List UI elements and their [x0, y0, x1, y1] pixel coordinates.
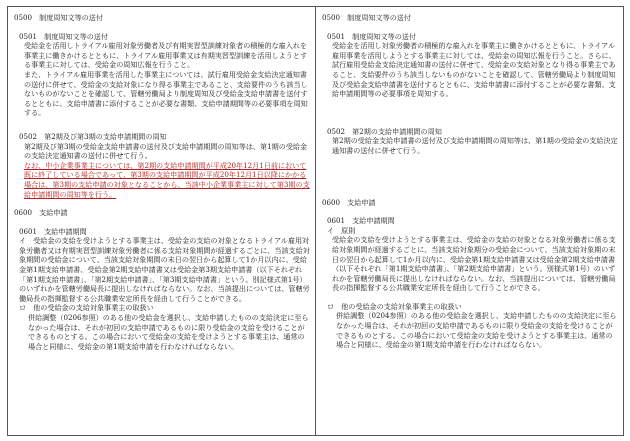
section-title-0502: 0502 第2期及び第3期の支給申請期間の周知: [19, 131, 167, 141]
section-header-0500: 0500 制度周知文等の送付: [322, 13, 411, 22]
paragraph-0502-1: 第2期及び第3期の受給金支給申請書の送付及び支給申請期間の周知等は、第1期の受給金の支給決定通知書の送付に併せて行う。: [24, 141, 308, 161]
document-page: [7, 6, 624, 436]
paragraph-0601-ro: 併給調整（0206参照）のある他の受給金を選択し、支給申請したものの支給決定に至らなかった場合は、それが初回の支給申請であるものに限り受給金の支給を受けることができるものとする。この場合において受給金の支給を受けようとする事業主は、通常の場合と同様に、受給金の第1期支給申請を行わなければならない。: [28, 313, 309, 351]
section-title-0501: 0501 制度周知文等の送付: [19, 31, 108, 41]
subheading-0601-ro: ロ 他の受給金の支給対象事業主の取扱い: [327, 301, 462, 311]
subheading-0601-i: イ 原則: [327, 225, 356, 235]
section-header-0500: 0500 制度周知文等の送付: [14, 13, 103, 22]
paragraph-0601-i: イ 受給金の支給を受けようとする事業主は、受給金の支給の対象となるトライアル雇用対象労働者又は有期実習型訓練対象労働者に係る支給対象期間が経過するごとに、当該支給対象期間の受給金について、当該支給対象期間の末日の翌日から起算して1か月以内に、受給金第1期支給申請書、受給金第2期支給申請書又は受給金第3期支給申請書（以下それぞれ「第1期支給申請書」、「第2期支給申請書」、「第3期支給申請書」という。別記様式第1号）のいずれかを管轄労働局長に提出しなければならない。なお、当該提出については、管轄労働局長の指揮監督する公共職業安定所長を経由して行うことができる。: [19, 236, 310, 303]
right-column-old-text: [316, 7, 623, 435]
section-title-0501: 0501 制度周知文等の送付: [327, 31, 416, 41]
section-title-0601: 0601 支給申請期間: [327, 216, 395, 226]
paragraph-0502-2-amended: なお、中小企業事業主については、第2期の支給申請期間が平成20年12月1日前において既に終了している場合であって、第3期の支給申請期間が平成20年12月1日以降にかかる場合は、第3期の支給申請の対象となることから、当該中小企業事業主に対して第3期の支給申請期間の周知等を行う。: [24, 160, 310, 199]
section-header-0600: 0600 支給申請: [14, 208, 68, 218]
paragraph-0601-i: 受給金の支給を受けようとする事業主は、受給金の支給の対象となる対象労働者に係る支給対象期間が経過するごとに、当該支給対象期分の受給金について、当該支給対象期の末日の翌日から起算して1か月以内に、受給金第1期支給申請書又は受給金第2期支給申請書（以下それぞれ「第1期支給申請書」、「第2期支給申請書」という。別様式第1号）のいずれかを管轄労働局長に提出しなければならない。なお、当該提出については、管轄労働局長の指揮監督する公共職業安定所長を経由して行うことができる。: [332, 235, 616, 293]
paragraph-0501: 受給金を活用し対象労働者の積極的な雇入れを事業主に働きかけるとともに、トライアル雇用事業を活用しようとする事業主に対しては、受給金の周知広報を行うこと。さらに、試行雇用受給金支給決定通知書の送付に併せて、受給金の支給対象となり得る事業主であること、支給要件のうち該当しないものがないことを確認して、管轄労働局より制度周知及び受給金支給申請書を送付するとともに、支給申請書に添付することが必要な書類、支給申請期間等の必要事項を周知する。: [332, 41, 616, 99]
paragraph-0502: 第2期の受給金支給申請書の送付及び支給申請期間の周知等は、第1期の受給金の支給決定通知書の送付に併せて行う。: [332, 136, 618, 155]
paragraph-0601-ro: 併給調整（0204参照）のある他の受給金を選択し、支給申請したものの支給決定に至らなかった場合は、それが初回の支給申請であるものに限り受給金の支給を受けることができるものとする。この場合において受給金の支給を受けようとする事業主は、通常の場合と同様に、受給金の第1期支給申請を行わなければならない。: [336, 311, 617, 350]
subheading-0601-ro: ロ 他の受給金の支給対象事業主の取扱い: [19, 303, 154, 313]
paragraph-0501-1: 受給金を活用しトライアル雇用対象労働者及び有期実習型訓練対象者の積極的な雇入れを事業主に働きかけるとともに、トライアル雇用事業又は有期実習型訓練を活用しようとする事業主に対しては、受給金の周知広報を行うこと。: [24, 41, 308, 70]
paragraph-0501-2: また、トライアル雇用事業を活用した事業主については、試行雇用受給金支給決定通知書の送付に併せて、受給金の支給対象になり得る事業主であること、支給要件のうち該当しないものがないことを確認して、管轄労働局より制度周知及び受給金支給申請書を送付するとともに、支給申請書に添付することが必要な書類、支給申請期間等の必要事項を周知する。: [24, 69, 308, 118]
left-column-new-text: [8, 7, 316, 435]
section-header-0600: 0600 支給申請: [322, 197, 376, 207]
section-title-0601: 0601 支給申請期間: [19, 226, 87, 236]
section-title-0502: 0502 第2期の支給申請期間の周知: [327, 126, 442, 136]
